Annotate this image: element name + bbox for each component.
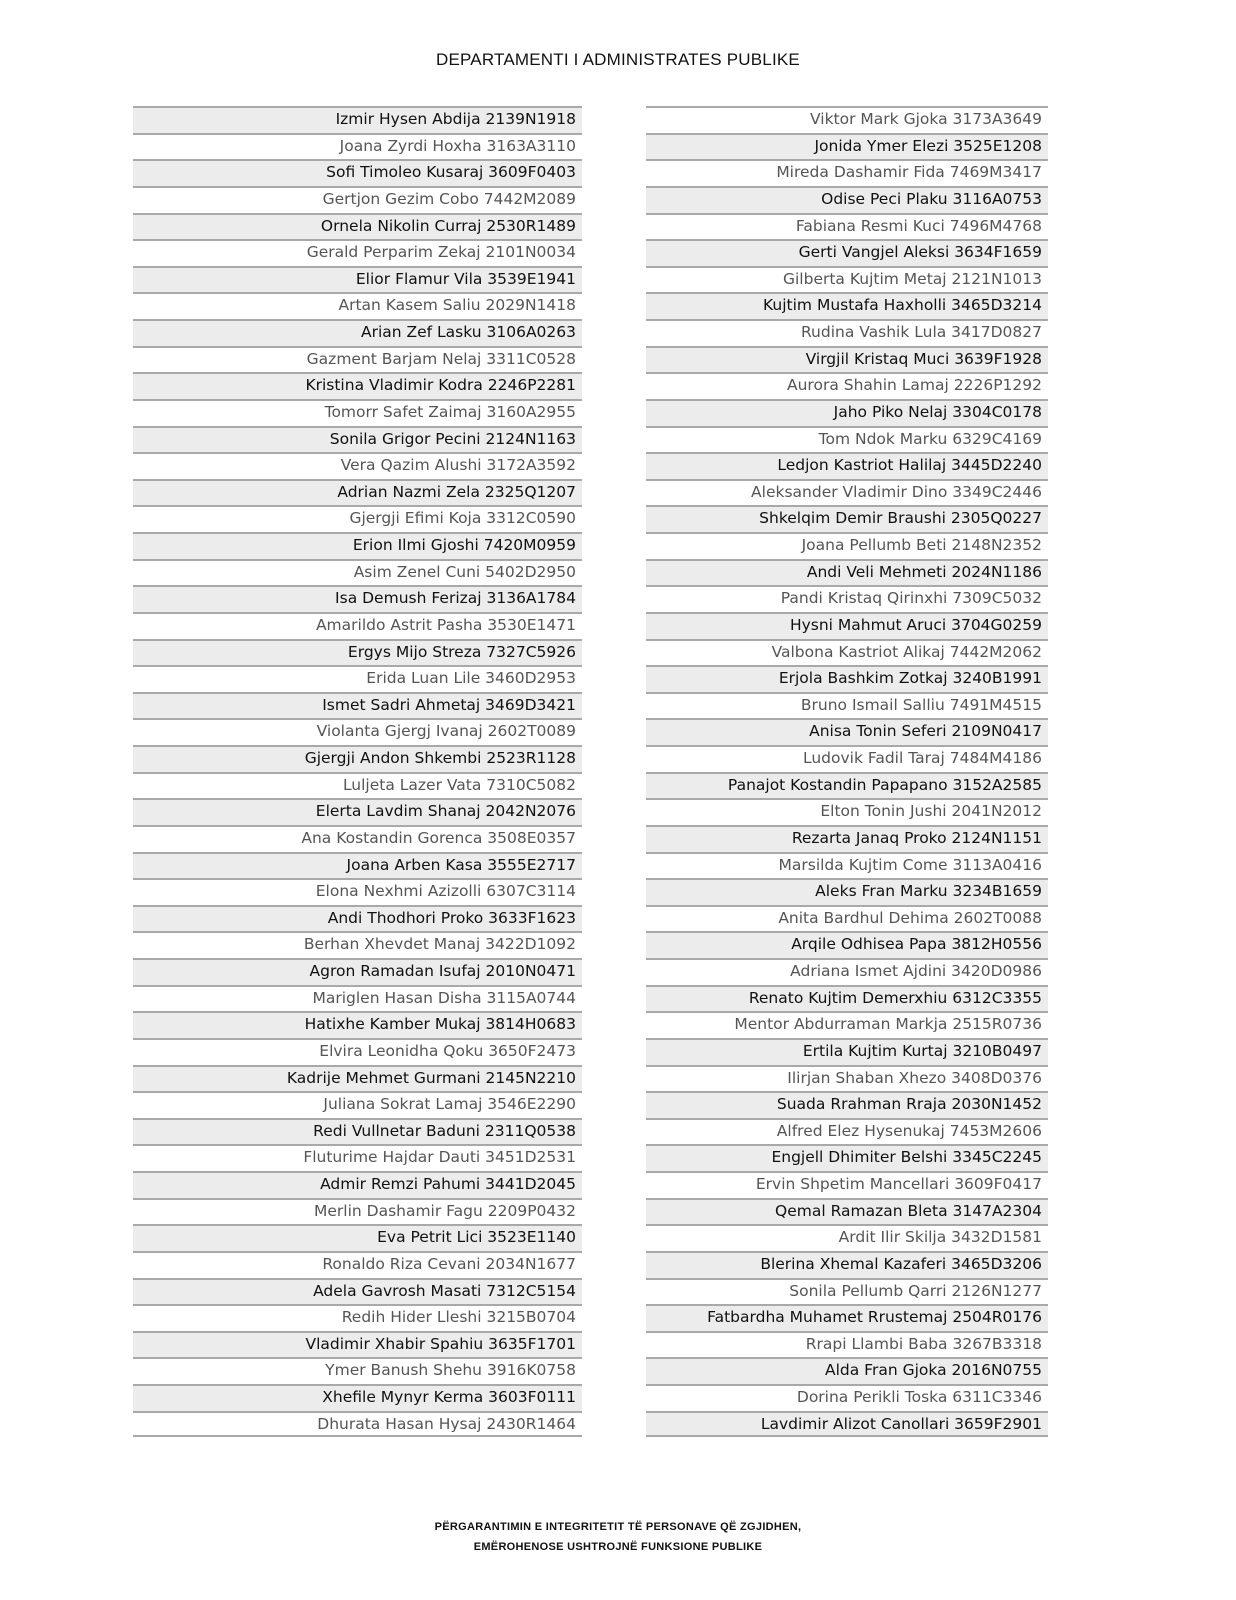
person-entry: Violanta Gjergj Ivanaj 2602T0089 [316, 722, 576, 741]
list-row [646, 133, 1048, 160]
list-row [646, 1357, 1048, 1384]
person-entry: Fabiana Resmi Kuci 7496M4768 [795, 216, 1042, 235]
person-entry: Odise Peci Plaku 3116A0753 [821, 189, 1042, 208]
page-footer [0, 1517, 1236, 1557]
list-row [646, 346, 1048, 373]
right-name-list [646, 106, 1048, 1437]
person-entry: Valbona Kastriot Alikaj 7442M2062 [771, 642, 1042, 661]
list-row [133, 1251, 582, 1278]
list-row [133, 319, 582, 346]
list-row [646, 612, 1048, 639]
person-entry: Vera Qazim Alushi 3172A3592 [340, 456, 576, 475]
list-row [646, 426, 1048, 453]
person-entry: Joana Zyrdi Hoxha 3163A3110 [339, 136, 576, 155]
person-entry: Ismet Sadri Ahmetaj 3469D3421 [322, 695, 576, 714]
list-row [646, 319, 1048, 346]
person-entry: Panajot Kostandin Papapano 3152A2585 [727, 775, 1042, 794]
list-row [133, 399, 582, 426]
person-entry: Joana Pellumb Beti 2148N2352 [801, 536, 1042, 554]
list-row [133, 559, 582, 586]
list-row [133, 186, 582, 213]
person-entry: Kadrije Mehmet Gurmani 2145N2210 [286, 1068, 576, 1087]
list-row [646, 266, 1048, 293]
person-entry: Ymer Banush Shehu 3916K0758 [325, 1361, 576, 1380]
footer-line-1: PËRGARANTIMIN E INTEGRITETIT TË PERSONAVE QË ZGJIDHEN, [434, 1521, 802, 1533]
list-row [646, 505, 1048, 532]
person-entry: Blerina Xhemal Kazaferi 3465D3206 [760, 1254, 1042, 1273]
person-entry: Erjola Bashkim Zotkaj 3240B1991 [778, 669, 1042, 688]
person-entry: Marsilda Kujtim Come 3113A0416 [778, 855, 1042, 874]
list-row [133, 372, 582, 399]
person-entry: Dhurata Hasan Hysaj 2430R1464 [317, 1414, 576, 1433]
list-row [646, 1331, 1048, 1358]
person-entry: Andi Thodhori Proko 3633F1623 [327, 908, 576, 927]
list-row [133, 479, 582, 506]
person-entry: Anita Bardhul Dehima 2602T0088 [778, 908, 1042, 927]
list-row [133, 532, 582, 559]
list-row [133, 505, 582, 532]
list-row [133, 985, 582, 1012]
list-row [646, 1091, 1048, 1118]
person-entry: Merlin Dashamir Fagu 2209P0432 [313, 1201, 576, 1220]
list-row [646, 1411, 1048, 1438]
list-row [646, 1384, 1048, 1411]
list-row [133, 1118, 582, 1145]
list-row [646, 825, 1048, 852]
list-row [133, 878, 582, 905]
person-entry: Gertjon Gezim Cobo 7442M2089 [322, 189, 576, 208]
person-entry: Izmir Hysen Abdija 2139N1918 [335, 110, 576, 128]
person-entry: Elton Tonin Jushi 2041N2012 [820, 802, 1042, 821]
person-entry: Ertila Kujtim Kurtaj 3210B0497 [802, 1041, 1042, 1060]
list-row [646, 186, 1048, 213]
person-entry: Mariglen Hasan Disha 3115A0744 [312, 988, 576, 1007]
person-entry: Gjergji Andon Shkembi 2523R1128 [304, 749, 576, 767]
list-row [133, 239, 582, 266]
person-entry: Gerald Perparim Zekaj 2101N0034 [306, 243, 576, 262]
list-row [646, 585, 1048, 612]
list-row [133, 1171, 582, 1198]
list-row [646, 905, 1048, 932]
list-row [646, 931, 1048, 958]
person-entry: Juliana Sokrat Lamaj 3546E2290 [323, 1095, 576, 1114]
list-row [133, 798, 582, 825]
person-entry: Admir Remzi Pahumi 3441D2045 [320, 1175, 576, 1193]
list-row [133, 825, 582, 852]
list-row [646, 852, 1048, 879]
list-row [646, 958, 1048, 985]
list-row [133, 159, 582, 186]
person-entry: Renato Kujtim Demerxhiu 6312C3355 [748, 988, 1042, 1007]
person-entry: Rrapi Llambi Baba 3267B3318 [805, 1334, 1042, 1353]
list-row [646, 692, 1048, 719]
list-row [133, 426, 582, 453]
footer-line-2: EMËROHENOSE USHTROJNË FUNKSIONE PUBLIKE [473, 1541, 763, 1553]
person-entry: Adriana Ismet Ajdini 3420D0986 [790, 962, 1042, 980]
person-entry: Ergys Mijo Streza 7327C5926 [347, 642, 576, 661]
list-row [133, 1331, 582, 1358]
person-entry: Lavdimir Alizot Canollari 3659F2901 [760, 1414, 1042, 1433]
person-entry: Ervin Shpetim Mancellari 3609F0417 [755, 1175, 1042, 1193]
list-row [133, 452, 582, 479]
list-row [133, 1384, 582, 1411]
person-entry: Ludovik Fadil Taraj 7484M4186 [802, 749, 1042, 767]
list-row [133, 1411, 582, 1438]
person-entry: Luljeta Lazer Vata 7310C5082 [342, 775, 576, 794]
list-row [646, 745, 1048, 772]
list-row [133, 106, 582, 133]
person-entry: Rudina Vashik Lula 3417D0827 [800, 323, 1042, 341]
person-entry: Alda Fran Gjoka 2016N0755 [825, 1361, 1042, 1380]
person-entry: Asim Zenel Cuni 5402D2950 [353, 562, 576, 581]
list-row [646, 665, 1048, 692]
list-row [646, 798, 1048, 825]
person-entry: Tom Ndok Marku 6329C4169 [818, 429, 1042, 448]
list-row [133, 133, 582, 160]
person-entry: Elvira Leonidha Qoku 3650F2473 [319, 1041, 576, 1060]
list-row [133, 1091, 582, 1118]
person-entry: Adrian Nazmi Zela 2325Q1207 [337, 482, 576, 501]
person-entry: Gazment Barjam Nelaj 3311C0528 [306, 349, 576, 368]
list-row [646, 292, 1048, 319]
person-entry: Sofi Timoleo Kusaraj 3609F0403 [326, 163, 576, 182]
person-entry: Virgjil Kristaq Muci 3639F1928 [805, 349, 1042, 368]
person-entry: Tomorr Safet Zaimaj 3160A2955 [324, 402, 576, 421]
person-entry: Mireda Dashamir Fida 7469M3417 [776, 163, 1042, 182]
person-entry: Engjell Dhimiter Belshi 3345C2245 [771, 1148, 1042, 1167]
person-entry: Elerta Lavdim Shanaj 2042N2076 [315, 802, 576, 821]
list-row [133, 1011, 582, 1038]
list-row [646, 1038, 1048, 1065]
person-entry: Sonila Pellumb Qarri 2126N1277 [789, 1281, 1042, 1300]
person-entry: Joana Arben Kasa 3555E2717 [346, 855, 576, 874]
list-row [133, 1304, 582, 1331]
person-entry: Erion Ilmi Gjoshi 7420M0959 [352, 536, 576, 554]
person-entry: Gjergji Efimi Koja 3312C0590 [349, 509, 576, 528]
list-row [133, 1198, 582, 1225]
person-entry: Jaho Piko Nelaj 3304C0178 [833, 402, 1042, 421]
person-entry: Gerti Vangjel Aleksi 3634F1659 [798, 243, 1042, 262]
person-entry: Ledjon Kastriot Halilaj 3445D2240 [777, 456, 1042, 475]
person-entry: Elior Flamur Vila 3539E1941 [355, 269, 576, 288]
person-entry: Shkelqim Demir Braushi 2305Q0227 [759, 509, 1042, 528]
person-entry: Suada Rrahman Rraja 2030N1452 [776, 1095, 1042, 1114]
person-entry: Aurora Shahin Lamaj 2226P1292 [787, 376, 1042, 395]
list-row [133, 639, 582, 666]
person-entry: Fluturime Hajdar Dauti 3451D2531 [303, 1148, 576, 1167]
person-entry: Amarildo Astrit Pasha 3530E1471 [315, 615, 576, 634]
list-row [646, 479, 1048, 506]
person-entry: Agron Ramadan Isufaj 2010N0471 [309, 962, 576, 980]
person-entry: Erida Luan Lile 3460D2953 [366, 669, 576, 688]
person-entry: Aleks Fran Marku 3234B1659 [815, 882, 1042, 901]
list-row [646, 559, 1048, 586]
person-entry: Jonida Ymer Elezi 3525E1208 [814, 136, 1042, 155]
list-row [133, 772, 582, 799]
person-entry: Elona Nexhmi Azizolli 6307C3114 [315, 882, 576, 901]
list-row [646, 372, 1048, 399]
list-row [646, 1011, 1048, 1038]
person-entry: Kristina Vladimir Kodra 2246P2281 [305, 376, 576, 395]
list-row [646, 985, 1048, 1012]
person-entry: Ronaldo Riza Cevani 2034N1677 [322, 1254, 576, 1273]
list-row [133, 958, 582, 985]
person-entry: Eva Petrit Lici 3523E1140 [377, 1228, 576, 1247]
list-row [133, 692, 582, 719]
list-row [646, 106, 1048, 133]
person-entry: Hysni Mahmut Aruci 3704G0259 [789, 615, 1042, 634]
list-row [133, 266, 582, 293]
list-row [646, 718, 1048, 745]
person-entry: Ana Kostandin Gorenca 3508E0357 [301, 828, 576, 847]
list-row [646, 1065, 1048, 1092]
list-row [646, 1304, 1048, 1331]
page-title: DEPARTAMENTI I ADMINISTRATES PUBLIKE [436, 50, 800, 69]
list-row [646, 772, 1048, 799]
person-entry: Hatixhe Kamber Mukaj 3814H0683 [304, 1015, 576, 1034]
list-row [133, 905, 582, 932]
person-entry: Isa Demush Ferizaj 3136A1784 [335, 589, 576, 608]
list-row [646, 1198, 1048, 1225]
list-row [133, 1144, 582, 1171]
list-row [646, 452, 1048, 479]
person-entry: Mentor Abdurraman Markja 2515R0736 [734, 1015, 1042, 1034]
list-row [133, 1278, 582, 1305]
person-entry: Berhan Xhevdet Manaj 3422D1092 [303, 935, 576, 954]
list-row [646, 1278, 1048, 1305]
left-name-list [133, 106, 582, 1437]
person-entry: Kujtim Mustafa Haxholli 3465D3214 [763, 296, 1042, 315]
list-row [133, 852, 582, 879]
list-row [133, 718, 582, 745]
person-entry: Redi Vullnetar Baduni 2311Q0538 [313, 1121, 576, 1140]
person-entry: Gilberta Kujtim Metaj 2121N1013 [782, 269, 1042, 288]
list-row [133, 346, 582, 373]
list-row [133, 213, 582, 240]
person-entry: Ardit Ilir Skilja 3432D1581 [838, 1228, 1042, 1247]
person-entry: Arian Zef Lasku 3106A0263 [360, 323, 576, 341]
list-row [133, 1357, 582, 1384]
list-row [133, 1065, 582, 1092]
list-row [646, 213, 1048, 240]
person-entry: Anisa Tonin Seferi 2109N0417 [809, 722, 1042, 741]
list-row [133, 931, 582, 958]
person-entry: Artan Kasem Saliu 2029N1418 [338, 296, 576, 315]
list-row [646, 878, 1048, 905]
person-entry: Arqile Odhisea Papa 3812H0556 [791, 935, 1042, 954]
person-entry: Vladimir Xhabir Spahiu 3635F1701 [305, 1334, 576, 1353]
list-row [133, 1038, 582, 1065]
list-row [646, 1171, 1048, 1198]
person-entry: Ornela Nikolin Curraj 2530R1489 [320, 216, 576, 235]
person-entry: Xhefile Mynyr Kerma 3603F0111 [322, 1388, 576, 1406]
person-entry: Alfred Elez Hysenukaj 7453M2606 [776, 1121, 1042, 1140]
person-entry: Adela Gavrosh Masati 7312C5154 [313, 1281, 576, 1300]
person-entry: Bruno Ismail Salliu 7491M4515 [800, 695, 1042, 714]
person-entry: Sonila Grigor Pecini 2124N1163 [329, 429, 576, 448]
list-row [646, 532, 1048, 559]
person-entry: Redih Hider Lleshi 3215B0704 [341, 1308, 576, 1327]
person-entry: Andi Veli Mehmeti 2024N1186 [806, 562, 1042, 581]
person-entry: Rezarta Janaq Proko 2124N1151 [791, 828, 1042, 847]
list-row [646, 159, 1048, 186]
person-entry: Ilirjan Shaban Xhezo 3408D0376 [787, 1068, 1042, 1087]
list-row [133, 1224, 582, 1251]
person-entry: Fatbardha Muhamet Rrustemaj 2504R0176 [707, 1308, 1042, 1327]
list-row [133, 612, 582, 639]
person-entry: Qemal Ramazan Bleta 3147A2304 [775, 1201, 1042, 1220]
list-row [646, 1251, 1048, 1278]
list-row [646, 399, 1048, 426]
list-row [133, 292, 582, 319]
list-row [133, 585, 582, 612]
list-row [133, 745, 582, 772]
list-row [133, 665, 582, 692]
person-entry: Viktor Mark Gjoka 3173A3649 [810, 110, 1042, 128]
person-entry: Dorina Perikli Toska 6311C3346 [796, 1388, 1042, 1406]
list-row [646, 1144, 1048, 1171]
list-row [646, 1118, 1048, 1145]
list-row [646, 239, 1048, 266]
list-row [646, 1224, 1048, 1251]
list-row [646, 639, 1048, 666]
person-entry: Aleksander Vladimir Dino 3349C2446 [751, 482, 1042, 501]
person-entry: Pandi Kristaq Qirinxhi 7309C5032 [780, 589, 1042, 608]
